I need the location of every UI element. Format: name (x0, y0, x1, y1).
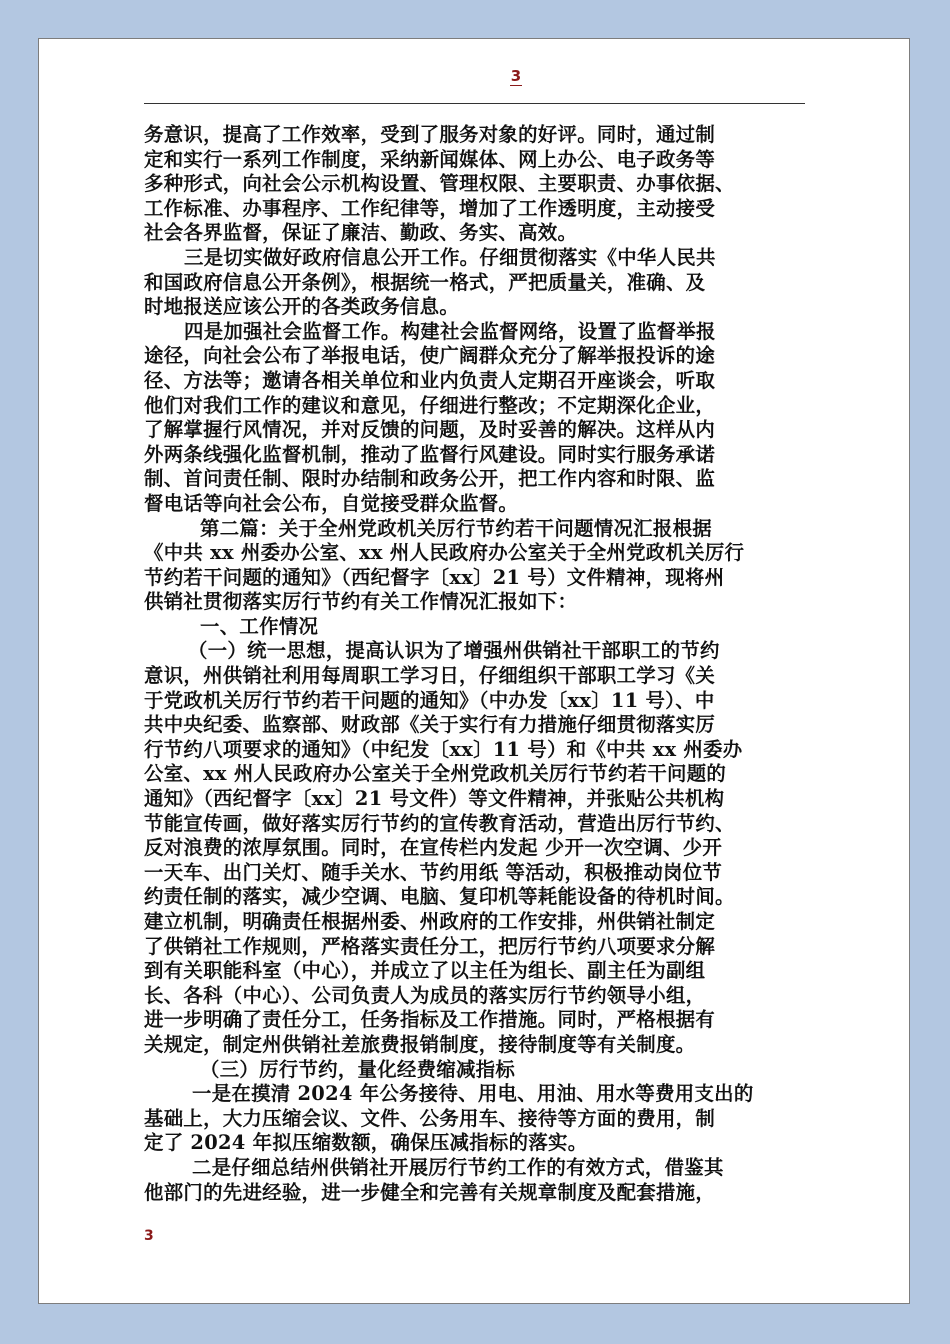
text-line: 二是仔细总结州供销社开展厉行节约工作的有效方式，借鉴其 (192, 1155, 724, 1179)
text-line: （三）厉行节约，量化经费缩减指标 (200, 1057, 516, 1081)
text-line: （一）统一思想，提高认识为了增强州供销社干部职工的节约 (188, 639, 720, 663)
footer-page-number: 3 (144, 1228, 154, 1244)
text-line: 关规定，制定州供销社差旅费报销制度，接待制度等有关制度。 (144, 1032, 696, 1056)
text-line: 约责任制的落实，减少空调、电脑、复印机等耗能设备的待机时间。 (144, 885, 735, 909)
text-line: 长、各科（中心）、公司负责人为成员的落实厉行节约领导小组， (144, 983, 706, 1007)
text-line: 了解掌握行风情况，并对反馈的问题，及时妥善的解决。这样从内 (144, 418, 716, 442)
text-line: 径、方法等；邀请各相关单位和业内负责人定期召开座谈会，听取 (144, 368, 716, 392)
text-line: 公室、xx 州人民政府办公室关于全州党政机关厉行节约若干问题的 (144, 762, 727, 786)
text-line: 进一步明确了责任分工，任务指标及工作措施。同时，严格根据有 (144, 1008, 716, 1032)
text-line: 供销社贯彻落实厉行节约有关工作情况汇报如下： (144, 590, 578, 614)
text-line: 他部门的先进经验，进一步健全和完善有关规章制度及配套措施， (144, 1180, 716, 1204)
text-line: 第二篇：关于全州党政机关厉行节约若干问题情况汇报根据 (200, 516, 712, 540)
text-line: 外两条线强化监督机制，推动了监督行风建设。同时实行服务承诺 (144, 442, 716, 466)
text-line: 三是切实做好政府信息公开工作。仔细贯彻落实《中华人民共 (184, 245, 716, 269)
text-line: 基础上，大力压缩会议、文件、公务用车、接待等方面的费用，制 (144, 1106, 716, 1130)
text-line: 一、工作情况 (200, 614, 319, 638)
text-line: 于党政机关厉行节约若干问题的通知》（中办发〔xx〕11 号）、中 (144, 688, 715, 712)
body-text (144, 123, 808, 1205)
text-line: 通知》（西纪督字〔xx〕21 号文件）等文件精神，并张贴公共机构 (144, 787, 725, 811)
text-line: 节约若干问题的通知》（西纪督字〔xx〕21 号）文件精神，现将州 (144, 565, 725, 589)
text-line: 他们对我们工作的建议和意见，仔细进行整改；不定期深化企业， (144, 393, 716, 417)
text-line: 一是在摸清 2024 年公务接待、用电、用油、用水等费用支出的 (192, 1082, 754, 1106)
text-line: 行节约八项要求的通知》（中纪发〔xx〕11 号）和《中共 xx 州委办 (144, 737, 743, 761)
text-line: 督电话等向社会公布，自觉接受群众监督。 (144, 491, 519, 515)
text-line: 意识，州供销社利用每周职工学习日，仔细组织干部职工学习《关 (144, 664, 716, 688)
text-line: 一天车、出门关灯、随手关水、节约用纸 等活动，积极推动岗位节 (144, 860, 723, 884)
text-line: 定和实行一系列工作制度，采纳新闻媒体、网上办公、电子政务等 (144, 147, 716, 171)
text-line: 途径，向社会公布了举报电话，使广阔群众充分了解举报投诉的途 (144, 344, 716, 368)
text-line: 制、首问责任制、限时办结制和政务公开，把工作内容和时限、监 (144, 467, 716, 491)
text-line: 务意识，提高了工作效率，受到了服务对象的好评。同时，通过制 (144, 123, 716, 146)
header-page-number: 3 (510, 67, 522, 85)
text-line: 多种形式，向社会公示机构设置、管理权限、主要职责、办事依据、 (144, 172, 735, 196)
text-line: 节能宣传画，做好落实厉行节约的宣传教育活动，营造出厉行节约、 (144, 811, 735, 835)
text-line: 《中共 xx 州委办公室、xx 州人民政府办公室关于全州党政机关厉行 (144, 541, 745, 565)
text-line: 了供销社工作规则，严格落实责任分工，把厉行节约八项要求分解 (144, 934, 716, 958)
text-line: 共中央纪委、监察部、财政部《关于实行有力措施仔细贯彻落实厉 (144, 713, 716, 737)
text-line: 建立机制，明确责任根据州委、州政府的工作安排，州供销社制定 (144, 910, 716, 933)
text-line: 和国政府信息公开条例》，根据统一格式，严把质量关，准确、及 (144, 270, 706, 294)
header-rule (144, 103, 805, 104)
text-line: 时地报送应该公开的各类政务信息。 (144, 295, 460, 319)
text-line: 社会各界监督，保证了廉洁、勤政、务实、高效。 (144, 221, 578, 245)
document-page (38, 38, 910, 1304)
text-line: 工作标准、办事程序、工作纪律等，增加了工作透明度，主动接受 (144, 196, 716, 220)
text-line: 四是加强社会监督工作。构建社会监督网络，设置了监督举报 (184, 319, 716, 343)
text-line: 反对浪费的浓厚氛围。同时，在宣传栏内发起 少开一次空调、少开 (144, 836, 723, 860)
text-line: 到有关职能科室（中心），并成立了以主任为组长、副主任为副组 (144, 959, 706, 983)
text-line: 定了 2024 年拟压缩数额，确保压减指标的落实。 (144, 1131, 588, 1155)
